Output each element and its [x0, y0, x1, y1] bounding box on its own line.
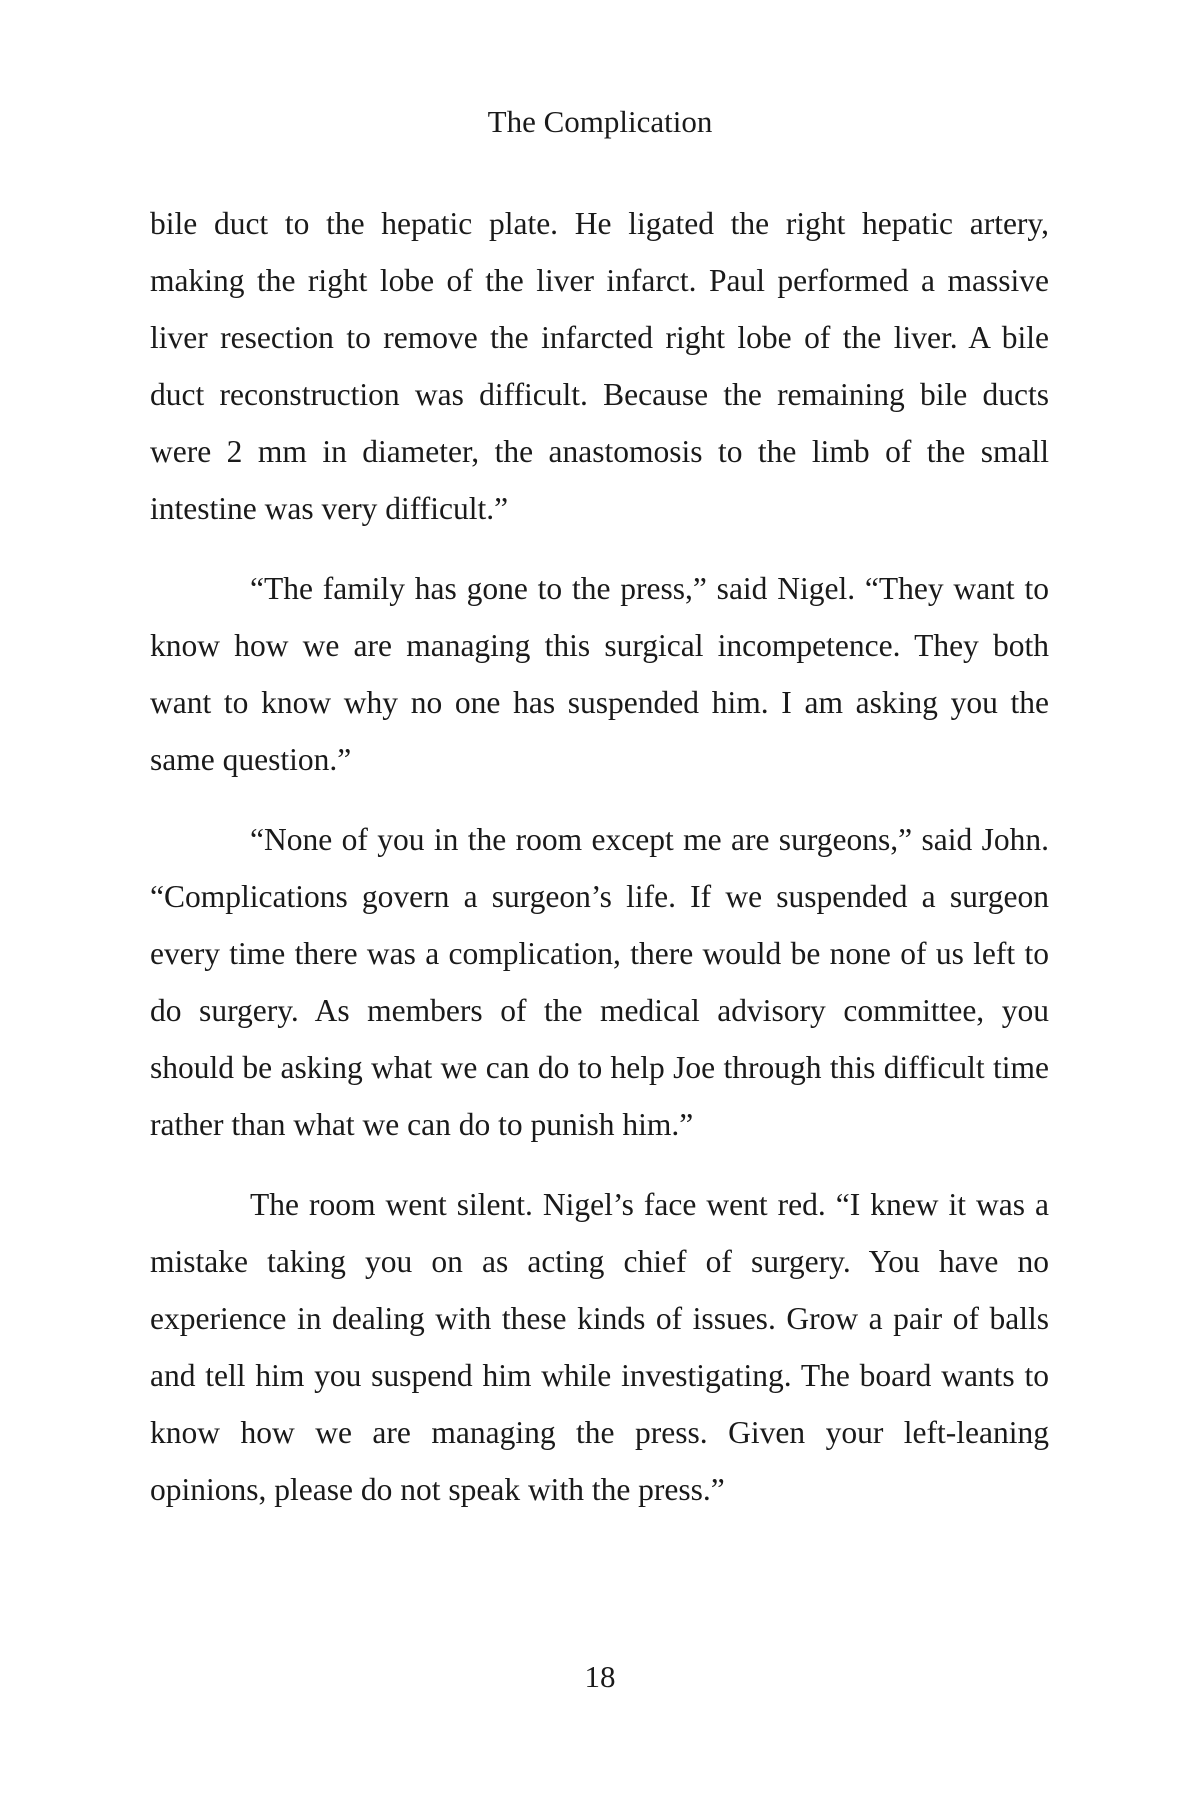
paragraph-3: “None of you in the room except me are surgeons,” said John. “Complications govern a surgeon’s life. If we suspended a surgeon every time there was a complication, there would be none of us left to do surgery. As members of the medical advisory committee, you should be asking what we can do to help Joe through this difficult time rather than what we can do to punish him.” — [150, 822, 1049, 1142]
paragraph-4: The room went silent. Nigel’s face went red. “I knew it was a mistake taking you on as acting chief of surgery. You have no experience in dealing with these kinds of issues. Grow a pair of balls and tell him you suspend him while investigating. The board wants to know how we are managing the press. Given your left-leaning opinions, please do not speak with the press.” — [150, 1187, 1049, 1507]
page-number: 18 — [584, 1659, 616, 1694]
running-head-title: The Complication — [487, 104, 713, 139]
paragraph-2: “The family has gone to the press,” said Nigel. “They want to know how we are managing this surgical incompetence. They both want to know why no one has suspended him. I am asking you the same question.” — [150, 571, 1049, 777]
body-text — [150, 195, 1049, 1541]
paragraph-1: bile duct to the hepatic plate. He ligated the right hepatic artery, making the right lobe of the liver infarct. Paul performed a massive liver resection to remove the infarcted right lobe of the liver. A bile duct reconstruction was difficult. Because the remaining bile ducts were 2 mm in diameter, the anastomosis to the limb of the small intestine was very difficult.” — [150, 206, 1049, 526]
